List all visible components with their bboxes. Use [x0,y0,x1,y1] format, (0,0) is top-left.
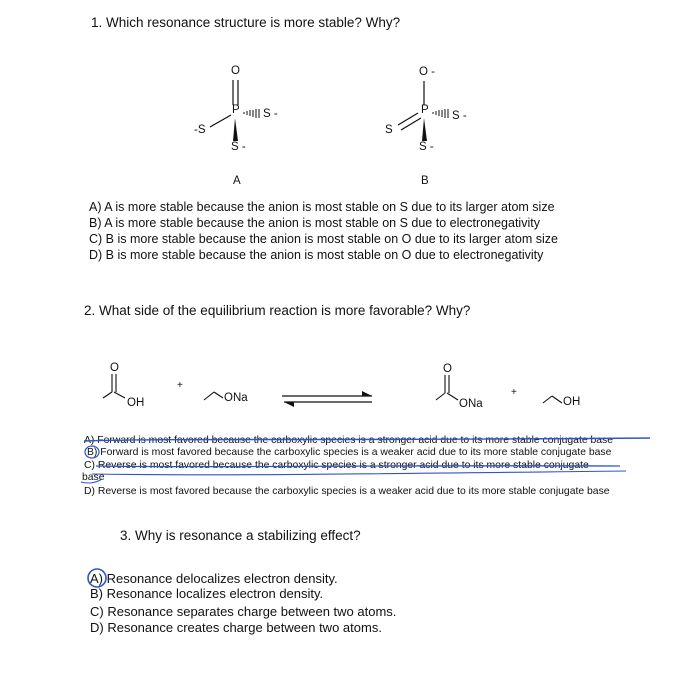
q3-option-c[interactable]: C) Resonance separates charge between two atoms. [90,604,397,619]
q2-option-a[interactable]: A) Forward is most favored because the carboxylic species is a stronger acid due to its more stable conjugate base [84,435,614,446]
structure-b-bottom-group: S - [419,141,434,153]
q3-title: 3. Why is resonance a stabilizing effect? [120,528,361,543]
structure-b-left-group: S [385,124,393,136]
q1-title: 1. Which resonance structure is more stable? Why? [91,15,401,30]
q2-option-c[interactable]: C) Reverse is most favored because the carboxylic species is a stronger acid due to its more stable conjugate [84,460,589,471]
salt-carbonyl-o: O [443,363,452,375]
q3-circle-a [88,569,106,587]
q2-title: 2. What side of the equilibrium reaction is more favorable? Why? [84,303,471,318]
q3-option-d[interactable]: D) Resonance creates charge between two atoms. [90,620,382,635]
q2-option-b[interactable]: B) Forward is most favored because the carboxylic species is a weaker acid due to its more stable conjugate base [87,447,612,458]
structure-b-right-group: S - [452,110,467,122]
structure-b-top-atom: O - [419,66,435,78]
q1-option-d[interactable]: D) B is more stable because the anion is most stable on O due to electronegativity [89,248,544,262]
base-ona: ONa [224,392,248,404]
structure-a-center-atom: P [232,104,240,116]
structure-a-top-atom: O [231,65,240,77]
q2-option-d[interactable]: D) Reverse is most favored because the carboxylic species is a weaker acid due to its more stable conjugate base [84,486,610,497]
reactant-plus: + [177,380,183,391]
alcohol-oh: OH [563,396,581,408]
structure-a-left-group: -S [194,124,206,136]
q1-option-c[interactable]: C) B is more stable because the anion is most stable on O due to its larger atom size [89,232,558,246]
structure-a-bottom-group: S - [231,141,246,153]
q1-option-b[interactable]: B) A is more stable because the anion is most stable on S due to electronegativity [89,216,540,230]
q1-option-a[interactable]: A) A is more stable because the anion is most stable on S due to its larger atom size [89,200,555,214]
q2-option-c-continued: base [82,472,105,483]
structure-a-right-group: S - [263,108,278,120]
salt-ona: ONa [459,398,483,410]
structure-a-label: A [233,175,241,187]
acid-oh: OH [127,397,145,409]
structure-b-label: B [421,175,429,187]
product-plus: + [511,387,517,398]
acid-carbonyl-o: O [110,362,119,374]
q3-option-a[interactable]: A) Resonance delocalizes electron density. [90,571,338,586]
q3-option-b[interactable]: B) Resonance localizes electron density. [90,586,324,601]
structure-b-center-atom: P [421,104,429,116]
